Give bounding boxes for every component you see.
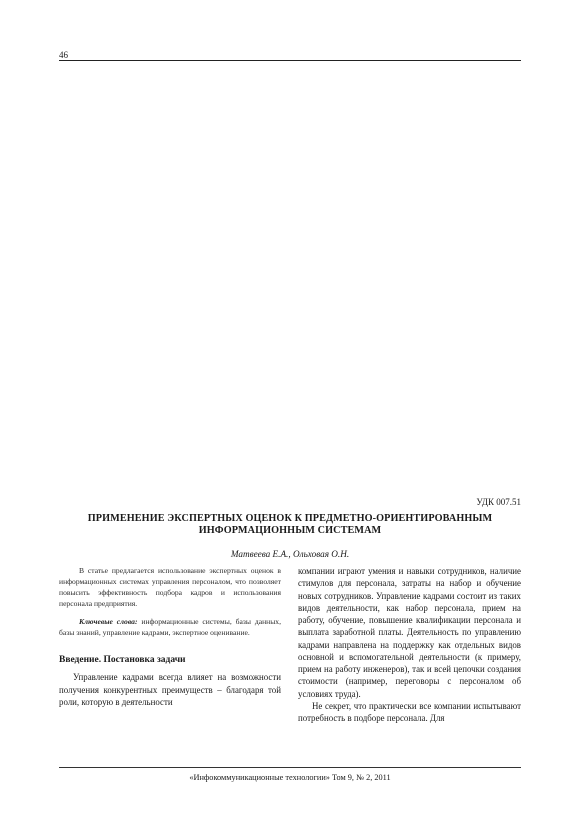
authors: Матвеева Е.А., Ольховая О.Н. bbox=[230, 549, 350, 559]
body-paragraph-right-1: компании играют умения и навыки сотрудников, наличие стимулов для персонала, затраты на набор и обучение новых сотрудников. Управление кадрами состоит из таких видов деятельности, как набор персонала, прием на работу, обучение, повышение квалификации персонала и выплата заработной платы. Деятельность по управлению кадрами направлена на поддержку как отдельных видов основной и вспомогательной деятельности (к примеру, прием на работу инженеров), так и всей цепочки создания стоимости (например, переговоры с персоналом об условиях труда). bbox=[298, 566, 521, 699]
title-line-1: ПРИМЕНЕНИЕ ЭКСПЕРТНЫХ ОЦЕНОК К ПРЕДМЕТНО-ОРИЕНТИРОВАННЫМ bbox=[87, 513, 493, 524]
udk-code: УДК 007.51 bbox=[476, 497, 521, 507]
keywords-label: Ключевые слова: bbox=[79, 616, 138, 626]
journal-footer: «Инфокоммуникационные технологии» Том 9, № 2, 2011 bbox=[189, 773, 391, 782]
title-line-2: ИНФОРМАЦИОННЫМ СИСТЕМАМ bbox=[198, 525, 382, 536]
right-column bbox=[298, 565, 521, 724]
left-column bbox=[59, 566, 281, 708]
keywords-text: информационные системы, базы данных, базы знаний, управление кадрами, экспертное оценивание. bbox=[59, 616, 281, 637]
footer-rule bbox=[59, 767, 521, 768]
page-number: 46 bbox=[59, 50, 68, 60]
section-heading: Введение. Постановка задачи bbox=[59, 655, 186, 666]
header-rule bbox=[59, 60, 521, 61]
abstract: В статье предлагается использование экспертных оценок в информационных системах управления персоналом, что позволяет повысить эффективность подбора кадров и использования персонала предприятия. bbox=[59, 566, 281, 608]
article-title bbox=[59, 513, 521, 537]
body-paragraph-right-2: Не секрет, что практически все компании испытывают потребность в подборе персонала. Для bbox=[298, 700, 521, 723]
body-paragraph-left: Управление кадрами всегда влияет на возможности получения конкурентных преимуществ – благодаря той роли, которую в деятельности bbox=[59, 672, 281, 707]
keywords bbox=[59, 617, 281, 639]
